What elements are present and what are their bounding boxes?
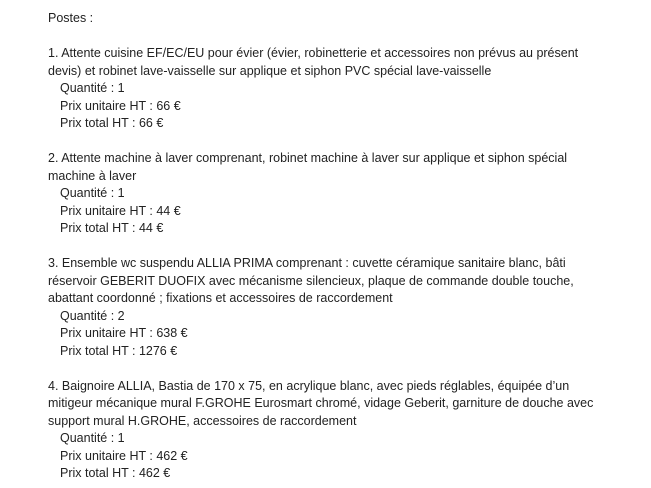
- poste-total-price: Prix total HT : 1276 €: [60, 343, 178, 358]
- poste-total-price: Prix total HT : 66 €: [60, 116, 164, 130]
- poste-total-price: Prix total HT : 44 €: [60, 221, 164, 235]
- poste-description: 3. Ensemble wc suspendu ALLIA PRIMA comprenant : cuvette céramique sanitaire blanc, bâti réservoir GEBERIT DUOFIX avec mécanisme silencieux, plaque de commande double touche, abattant coordonné ; fixations et accessoires de raccordement: [48, 256, 574, 305]
- poste-description: 2. Attente machine à laver comprenant, robinet machine à laver sur applique et siphon spécial machine à laver: [48, 151, 568, 183]
- poste-unit-price: Prix unitaire HT : 638 €: [60, 326, 188, 340]
- poste-description: 4. Baignoire ALLIA, Bastia de 170 x 75, en acrylique blanc, avec pieds réglables, équipée d’un mitigeur mécanique mural F.GROHE Eurosmart chromé, vidage Geberit, garniture de douche avec support mural H.GROHE, accessoires de raccordement: [48, 378, 594, 428]
- poste-quantity: Quantité : 2: [60, 308, 125, 323]
- poste-item-1: [48, 45, 608, 133]
- poste-item-3: [48, 255, 608, 360]
- postes-heading: Postes :: [48, 11, 94, 25]
- poste-unit-price: Prix unitaire HT : 66 €: [60, 98, 181, 113]
- poste-total-price: Prix total HT : 462 €: [60, 466, 171, 480]
- poste-description: 1. Attente cuisine EF/EC/EU pour évier (évier, robinetterie et accessoires non prévus au présent devis) et robinet lave-vaisselle sur applique et siphon PVC spécial lave-vaisselle: [48, 46, 579, 78]
- poste-quantity: Quantité : 1: [60, 81, 125, 95]
- poste-unit-price: Prix unitaire HT : 462 €: [60, 448, 188, 463]
- poste-unit-price: Prix unitaire HT : 44 €: [60, 203, 181, 218]
- poste-quantity: Quantité : 1: [60, 431, 125, 445]
- poste-quantity: Quantité : 1: [60, 186, 125, 200]
- quote-document: [48, 10, 608, 483]
- poste-item-4: [48, 378, 608, 483]
- poste-item-2: [48, 150, 608, 238]
